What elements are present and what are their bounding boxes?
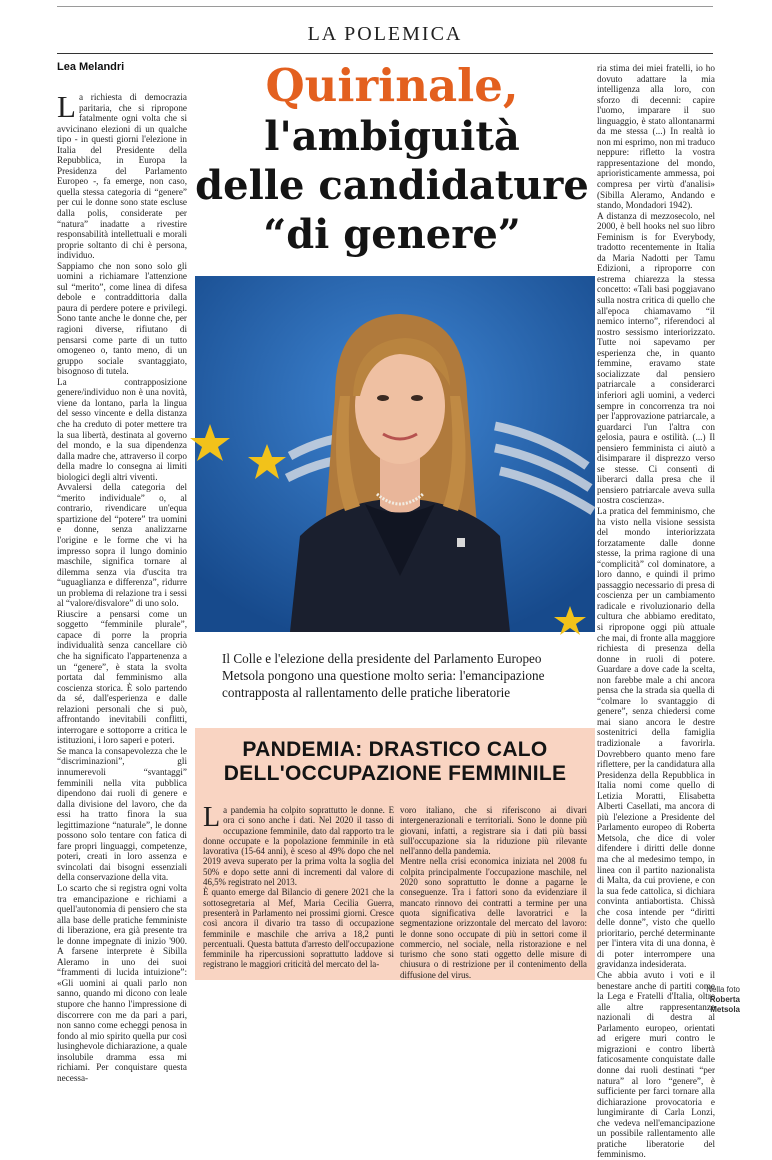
portrait-illustration [195,276,595,632]
photo-caption: Il Colle e l'elezione della presidente del Parlamento Europeo Metsola pongono una questione molto seria: l'emancipazione contrapposta al rallentamento delle pratiche liberatorie [222,651,545,700]
photo-credit [680,985,740,1015]
paragraph: La richiesta di democrazia paritaria, che si ripropone fatalmente ogni volta che si avvicinano elezioni di un qualche tipo - in questi giorni l'elezione in Italia del Presidente della Repubblica, in Europa la Presidenza del Parlamento Europeo -, fa emerge, non caso, quella stessa categoria di “genere” per cui le donne sono state escluse dalla polis, considerate per “natura” inadatte a rivestire responsabilità intellettuali e morali proprie soltanto di chi è persona, individuo. [57,89,187,261]
paragraph: Sappiamo che non sono solo gli uomini a richiamare l'attenzione sul “merito”, come linea di difesa debole e contraddittoria dalla paura di perdere potere e privilegi. Sono tante anche le donne che, per ragioni diverse, rifiutano di pensarsi come parte di un tutto omogeneo o, tanto meno, di un gruppo sociale svantaggiato, bisognoso di tutela. [57,260,187,377]
paragraph: Se manca la consapevolezza che le “discriminazioni”, gli innumerevoli “svantaggi” femminili nella vita pubblica dipendono dai ruoli di genere e dalla divisione del lavoro, che da essi ha tratto finora la sua legittimazione “naturale”, le donne possono solo tentare con fatica di fare propri linguaggi, competenze, poteri, creati in loro assenza e svincolati dai bisogni essenziali della conservazione della vita. [57,745,187,883]
box-title-line: PANDEMIA: DRASTICO CALO [242,738,548,761]
section-rule [57,53,713,54]
photo-credit-label: Nella foto [706,985,740,994]
headline-line: l'ambiguità [264,113,520,160]
paragraph: Avvalersi della categoria del “merito individuale” o, al contrario, rivendicare un'equa spartizione del “potere” tra uomini e donne, senza analizzarne l'origine e le forme che vi ha impresso sopra il lungo dominio maschile, significa tornare al dilemma senza via d'uscita tra “uguaglianza e differenza”, ridurre un problema di relazione tra i sessi al “valore/disvalore” di uno solo. [57,482,187,609]
drop-cap: L [203,802,221,833]
sidebar-box [195,728,595,980]
headline-line: delle candidature [195,162,589,209]
box-column-right [400,805,587,980]
paragraph: È quanto emerge dal Bilancio di genere 2021 che la sottosegretaria al Mef, Maria Cecilia Guerra, presenterà in Parlamento nei prossimi giorni. Cresce così ancora il divario tra tasso di occupazione femminile e maschile che arriva a 18,2 punti percentuali. Questa battuta d'arresto dell'occupazione femminile ha ripercussioni soprattutto laddove si registrano le maggiori criticità del mercato del la- [203,887,394,970]
headline-line: “di genere” [263,211,521,258]
paragraph: A distanza di mezzosecolo, nel 2000, è bell hooks nel suo libro Feminism is for Everybody, tradotto recentemente in Italia da Maria Nadotti per Tamu Edizioni, a riproporre con estrema chiarezza la stessa concetto: «Tali basi poggiavano sulla nostra critica di quello che all'epoca chiamavamo “il nemico interno”, riferendoci al nostro sessismo interiorizzato. Tutte noi sapevamo per esperienza che, in quanto femmine, eravamo state socializzate dal pensiero patriarcale a considerarci inferiori agli uomini, a vederci sempre in concorrenza tra noi per l'approvazione patriarcale, a guardarci l'un l'altra con gelosia, paura e ostilità. (...) Il pensiero femminista ci aiutò a disimparare il disprezzo verso se stesse. Ci consentì di liberarci dalla presa che il pensiero patriarcale aveva sulla nostra coscienza». [597,210,715,506]
author-name: Lea Melandri [57,61,125,73]
photo-credit-name: Roberta Metsola [709,995,740,1014]
article-column-right [597,63,715,1160]
article-column-left [57,89,187,1083]
paragraph: La pratica del femminismo, che ha visto nella visione sessista del mondo interiorizzata forzatamente dalle donne stesse, la prima ragione di una “complicità” col dominatore, a loro danno, e quindi il primo passaggio necessario di presa di coscienza per un cambiamento radicale e rivoluzionario della cultura che abbiamo ereditato, si ripropone oggi più attuale che mai, di fronte alla maggiore richiesta di presenza della donne in ruoli di potere. Guardare a dove cade la scelta, non farebbe male a chi ancora pensa che la strada sia quella di “colmare lo svantaggio di genere”, senza chiedersi come mai siano ancora le destre sostenitrici della famiglia tradizionale a favorirla. Dovrebbero quanto meno fare riflettere, per la candidatura alla Presidenza della Repubblica in Italia nomi come quello di Letizia Moratti, Elisabetta Alberti Casellati, ma ancora di più l'elezione a Presidente del Parlamento europeo di Roberta Metsola, che dice di voler difendere i diritti delle donne ma che al medesimo tempo, in linea con il partito nazionalista di Malta, da cui proviene, e con la sua fede cattolica, si dichiara convinta antiabortista. Chissà che cosa intende per “diritti delle donne”, visto che quello prioritario, perché determinante per l'intera vita di una donna, è di poter interrompere una gravidanza indesiderata. [597,505,715,970]
headline-line-accent: Quirinale, [265,59,519,112]
paragraph: Lo scarto che si registra ogni volta tra emancipazione e richiami a quell'autonomia di pensiero che sta alla base delle pratiche femministe di liberazione, era già presente tra le donne impegnate di inizio '900. A farsene interprete è Sibilla Aleramo in uno dei suoi “frammenti di lucida intuizione”: «Gli uomini ai quali parlo non sanno, quando mi dicono con leale stupore che hanno l'impressione di discorrere con me da pari a pari, non sanno come echeggi penosa in fondo al mio spirito quella pur così lusinghevole dichiarazione, a quale insolubile dramma essa mi richiami. Per conquistare questa necessa- [57,883,187,1083]
paragraph: ria stima dei miei fratelli, io ho dovuto adattare la mia intelligenza alla loro, con sforzo di decenni: capire l'uomo, imparare il suo linguaggio, è stato allontanarmi da me stessa (...) In realtà io non mi esprimo, non mi traduco neppure: rifletto la vostra rappresentazione del mondo, aprioristicamente ammessa, poi compresa per virtù d'analisi» (Sibilla Aleramo, Andando e stando, Mondadori 1942). [597,63,715,211]
drop-cap: L [57,89,76,124]
section-title: LA POLEMICA [307,23,463,45]
paragraph: Che abbia avuto i voti e il benestare anche di partiti come la Lega e Fratelli d'Italia, oltre alle altre rappresentanze nazionali di destra al Parlamento europeo, orientati ad erigere muri contro le migrazioni e contro libertà faticosamente conquistate dalle donne dai ruoli destinati “per natura” al loro “genere”, è sufficiente per farci tornare alla dichiarazione provocatoria e lungimirante di Carla Lonzi, che vedeva nell'emancipazione un possibile rallentamento alle pratiche liberatorie del femminismo. [597,970,715,1160]
box-title [195,738,595,786]
headline [190,60,594,259]
box-title-line: DELL'OCCUPAZIONE FEMMINILE [223,762,567,785]
paragraph: Mentre nella crisi economica iniziata nel 2008 fu colpita principalmente l'occupazione maschile, nel 2020 sono soprattutto le donne a pagarne le conseguenze. Tra i fattori sono da evidenziare il mancato rinnovo dei contratti a termine per una quota significativa delle lavoratrici e la segmentazione orizzontale del mercato del lavoro: le donne sono occupate di più in settori come il commercio, nel sociale, nella ristorazione e nel turismo che sono stati oggetto delle misure di chiusura o di restrizione per il contenimento della diffusione del virus. [400,856,587,980]
box-column-left [203,802,394,975]
top-rule [57,6,713,7]
paragraph: La contrapposizione genere/individuo non è una novità, viene da lontano, parla la lingua del sesso vincente e della distanza che ha creduto di poter mettere tra la sua libertà, destinata al governo del mondo, e la sua dipendenza dalla madre che, attraverso il corpo della madre lo consegna ai limiti biologici degli altri viventi. [57,376,187,482]
paragraph: voro italiano, che si riferiscono ai divari intergenerazionali e territoriali. Sono le donne più giovani, infatti, a registrare sia i dati più bassi sull'occupazione sia la riduzione più rilevante nell'anno della pandemia. [400,805,587,857]
paragraph: Riuscire a pensarsi come un soggetto “femminile plurale”, capace di porre la propria individualità senza cancellare ciò che ha significato l'appartenenza a un “genere”, è stata la svolta portata dal femminismo alla coscienza storica. È solo partendo da sé, dall'esperienza e dalle relazioni personali che si può, affrontando inevitabili conflitti, interrogare e sottoporre a critica le istituzioni, i loro saperi e poteri. [57,608,187,746]
portrait-photo [195,276,595,632]
paragraph: La pandemia ha colpito soprattutto le donne. E ora ci sono anche i dati. Nel 2020 il tasso di occupazione femminile, dato dal rapporto tra le donne occupate e la popolazione femminile in età lavorativa (15-64 anni), è sceso al 49% dopo che nel 2019 aveva superato per la prima volta la soglia del 50% e dopo sette anni di incrementi dal valore di 46,5% registrato nel 2013. [203,802,394,888]
